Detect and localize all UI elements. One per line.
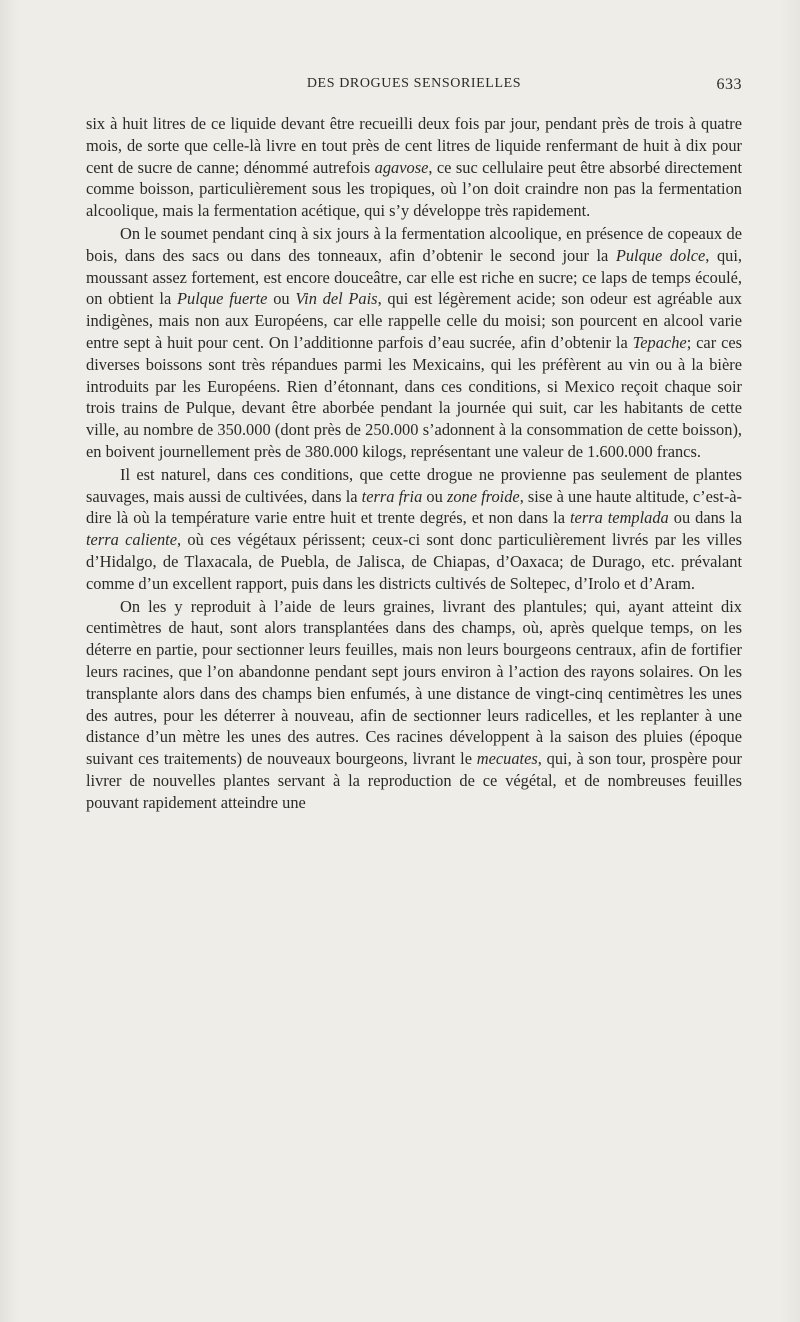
italic-term: Pulque dolce [615, 245, 706, 265]
text-run: ou dans la [668, 508, 743, 528]
text-run: , ce suc cellulaire peut être absorbé directement comme boisson, particulièrement sous les tropiques, où l’on doit craindre non pas la fermentation alcoolique, mais la fermentation acétique, qui s’y développe très rapidement. [86, 157, 742, 221]
text-run: six à huit litres de ce liquide devant être recueilli deux fois par jour, pendant près de trois à quatre mois, de sorte que celle-là livre en tout près de cent litres de liquide renfermant de huit à dix pour cent de sucre de canne; dénommé autrefois [86, 114, 742, 177]
text-run: , qui, moussant assez fortement, est encore douceâtre, car elle est riche en sucre; ce laps de temps écoulé, on obtient la [86, 245, 742, 309]
page-number: 633 [716, 76, 742, 93]
italic-term: terra templada [569, 508, 669, 528]
paragraph [86, 223, 742, 463]
italic-term: terra caliente [86, 530, 177, 550]
text-run: ; car ces diverses boissons sont très répandues parmi les Mexicains, qui les préfèrent au vin ou à la bière introduits par les Européens. Rien d’étonnant, dans ces conditions, si Mexico reçoit chaque soir trois trains de Pulque, devant être aborbée pendant la journée qui suit, car les habitants de cette ville, au nombre de 350.000 (dont près de 250.000 s’adonnent à la consommation de cette boisson), en boivent journellement près de 380.000 kilogs, représentant une valeur de 1.600.000 francs. [86, 332, 743, 461]
italic-term: mecuates [476, 749, 538, 769]
running-title: DES DROGUES SENSORIELLES [306, 76, 522, 91]
body-text [86, 113, 742, 814]
text-run: Il est naturel, dans ces conditions, que cette drogue ne provienne pas seulement de plantes sauvages, mais aussi de cultivées, dans la [86, 464, 742, 506]
text-run: , qui est légèrement acide; son odeur est agréable aux indigènes, mais non aux Européens, car elle rappelle celle du moisi; son pourcent en alcool varie entre sept à huit pour cent. On l’additionne parfois d’eau sucrée, afin d’obtenir la [86, 289, 742, 352]
italic-term: zone froide [446, 486, 520, 506]
italic-term: Tepache [632, 332, 687, 352]
text-run: , où ces végétaux périssent; ceux-ci sont donc particulièrement livrés par les villes d’Hidalgo, de Tlaxacala, de Puebla, de Jalisca, de Chiapas, d’Oaxaca; de Durago, etc. prévalant comme d’un excellent rapport, puis dans les districts cultivés de Soltepec, d’Irolo et d’Aram. [86, 530, 743, 593]
paragraph [86, 464, 742, 595]
paragraph [86, 596, 742, 814]
italic-term: terra fria [361, 486, 423, 506]
italic-term: Pulque fuerte [177, 289, 268, 309]
text-run: ou [267, 289, 296, 309]
paragraph [86, 113, 742, 222]
text-run: ou [422, 486, 447, 506]
text-run: On le soumet pendant cinq à six jours à la fermentation alcoolique, en présence de copeaux de bois, dans des sacs ou dans des tonneaux, afin d’obtenir le second jour la [86, 223, 742, 265]
italic-term: agavose [374, 157, 429, 177]
text-run: On les y reproduit à l’aide de leurs graines, livrant des plantules; qui, ayant atteint dix centimètres de haut, sont alors transplantées dans des champs, où, après quelque temps, on les déterre en partie, pour sectionner leurs feuilles, mais non leurs bourgeons centraux, afin de fortifier leurs racines, que l’on abandonne pendant sept jours environ à l’action des rayons solaires. On les transplante alors dans des champs bien enfumés, à une distance de vingt-cinq centimètres les unes des autres, pour les déterrer à nouveau, afin de sectionner leurs radicelles, et les replanter à une distance d’un mètre les unes des autres. Ces racines développent à la saison des pluies (époque suivant ces traitements) de nouveaux bourgeons, livrant le [86, 596, 742, 769]
text-run: , sise à une haute altitude, c’est-à-dire là où la température varie entre huit et trente degrés, et non dans la [86, 486, 743, 528]
italic-term: Vin del Pais [295, 289, 378, 309]
text-run: , qui, à son tour, prospère pour livrer de nouvelles plantes servant à la reproduction de ce végétal, et de nombreuses feuilles pouvant rapidement atteindre une [86, 749, 742, 812]
page-header [86, 76, 742, 100]
